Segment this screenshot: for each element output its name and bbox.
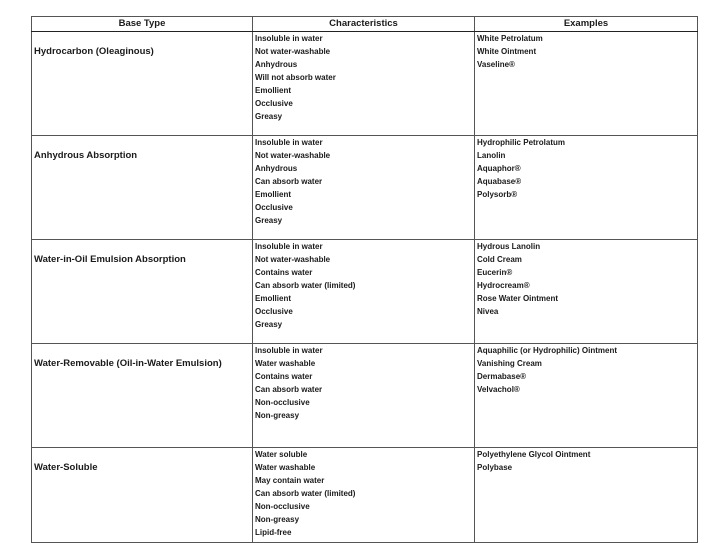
example-item: White Petrolatum <box>477 34 543 43</box>
characteristic-item: Will not absorb water <box>255 73 336 82</box>
base-type-label: Anhydrous Absorption <box>34 150 138 161</box>
base-type-cell <box>32 136 253 240</box>
characteristics-cell <box>253 344 475 448</box>
characteristic-item: Not water-washable <box>255 255 331 264</box>
characteristic-item: Water washable <box>255 359 316 368</box>
characteristic-item: Emollient <box>255 190 292 199</box>
table-row <box>32 240 698 344</box>
characteristic-item: Non-greasy <box>255 411 300 420</box>
characteristic-item: May contain water <box>255 476 325 485</box>
example-item: Polybase <box>477 463 513 472</box>
example-item: Velvachol® <box>477 385 520 394</box>
characteristics-cell <box>253 32 475 136</box>
example-item: Rose Water Ointment <box>477 294 559 303</box>
characteristic-item: Greasy <box>255 216 283 225</box>
examples-list <box>475 32 697 71</box>
examples-cell <box>475 32 698 136</box>
characteristic-item: Not water-washable <box>255 151 331 160</box>
example-item: Vaseline® <box>477 60 515 69</box>
examples-cell <box>475 240 698 344</box>
header-characteristics: Characteristics <box>253 17 475 32</box>
example-item: Polyethylene Glycol Ointment <box>477 450 591 459</box>
examples-list <box>475 240 697 318</box>
examples-cell <box>475 136 698 240</box>
examples-list <box>475 344 697 396</box>
header-base-type: Base Type <box>32 17 253 32</box>
table-row <box>32 448 698 543</box>
ointment-base-table <box>31 16 698 543</box>
example-item: Eucerin® <box>477 268 513 277</box>
characteristics-cell <box>253 136 475 240</box>
characteristic-item: Occlusive <box>255 99 293 108</box>
characteristic-item: Greasy <box>255 320 283 329</box>
characteristic-item: Insoluble in water <box>255 34 323 43</box>
characteristic-item: Non-occlusive <box>255 398 310 407</box>
base-type-label: Water-Soluble <box>34 462 98 473</box>
characteristic-item: Occlusive <box>255 203 293 212</box>
characteristic-item: Water washable <box>255 463 316 472</box>
characteristic-item: Anhydrous <box>255 60 298 69</box>
characteristic-item: Insoluble in water <box>255 346 323 355</box>
characteristics-list <box>253 344 474 422</box>
characteristic-item: Non-occlusive <box>255 502 310 511</box>
characteristics-list <box>253 136 474 227</box>
base-type-cell <box>32 32 253 136</box>
example-item: Nivea <box>477 307 499 316</box>
characteristic-item: Can absorb water (limited) <box>255 489 356 498</box>
characteristics-list <box>253 32 474 123</box>
characteristic-item: Insoluble in water <box>255 242 323 251</box>
examples-list <box>475 448 697 474</box>
characteristic-item: Greasy <box>255 112 283 121</box>
example-item: Dermabase® <box>477 372 527 381</box>
table-row <box>32 344 698 448</box>
characteristic-item: Emollient <box>255 294 292 303</box>
base-type-cell <box>32 240 253 344</box>
characteristic-item: Can absorb water (limited) <box>255 281 356 290</box>
examples-cell <box>475 344 698 448</box>
characteristic-item: Lipid-free <box>255 528 292 537</box>
base-type-label: Hydrocarbon (Oleaginous) <box>34 46 154 57</box>
examples-list <box>475 136 697 201</box>
table-row <box>32 32 698 136</box>
example-item: Hydrophilic Petrolatum <box>477 138 566 147</box>
example-item: Hydrocream® <box>477 281 530 290</box>
example-item: Cold Cream <box>477 255 522 264</box>
characteristic-item: Not water-washable <box>255 47 331 56</box>
characteristic-item: Can absorb water <box>255 177 323 186</box>
example-item: Aquabase® <box>477 177 522 186</box>
example-item: Hydrous Lanolin <box>477 242 541 251</box>
example-item: Vanishing Cream <box>477 359 542 368</box>
example-item: Polysorb® <box>477 190 518 199</box>
example-item: Lanolin <box>477 151 506 160</box>
characteristic-item: Can absorb water <box>255 385 323 394</box>
characteristic-item: Occlusive <box>255 307 293 316</box>
base-type-label: Water-in-Oil Emulsion Absorption <box>34 254 186 265</box>
characteristic-item: Contains water <box>255 372 313 381</box>
example-item: Aquaphor® <box>477 164 521 173</box>
characteristics-list <box>253 240 474 331</box>
characteristic-item: Non-greasy <box>255 515 300 524</box>
characteristic-item: Emollient <box>255 86 292 95</box>
characteristic-item: Insoluble in water <box>255 138 323 147</box>
base-type-cell <box>32 448 253 543</box>
example-item: Aquaphilic (or Hydrophilic) Ointment <box>477 346 617 355</box>
characteristic-item: Contains water <box>255 268 313 277</box>
characteristics-list <box>253 448 474 539</box>
base-type-cell <box>32 344 253 448</box>
base-type-label: Water-Removable (Oil-in-Water Emulsion) <box>34 358 222 369</box>
characteristics-cell <box>253 448 475 543</box>
header-examples: Examples <box>475 17 698 32</box>
table-body <box>32 32 698 543</box>
characteristics-cell <box>253 240 475 344</box>
characteristic-item: Water soluble <box>255 450 308 459</box>
examples-cell <box>475 448 698 543</box>
characteristic-item: Anhydrous <box>255 164 298 173</box>
header-row <box>32 17 698 32</box>
table-row <box>32 136 698 240</box>
example-item: White Ointment <box>477 47 537 56</box>
